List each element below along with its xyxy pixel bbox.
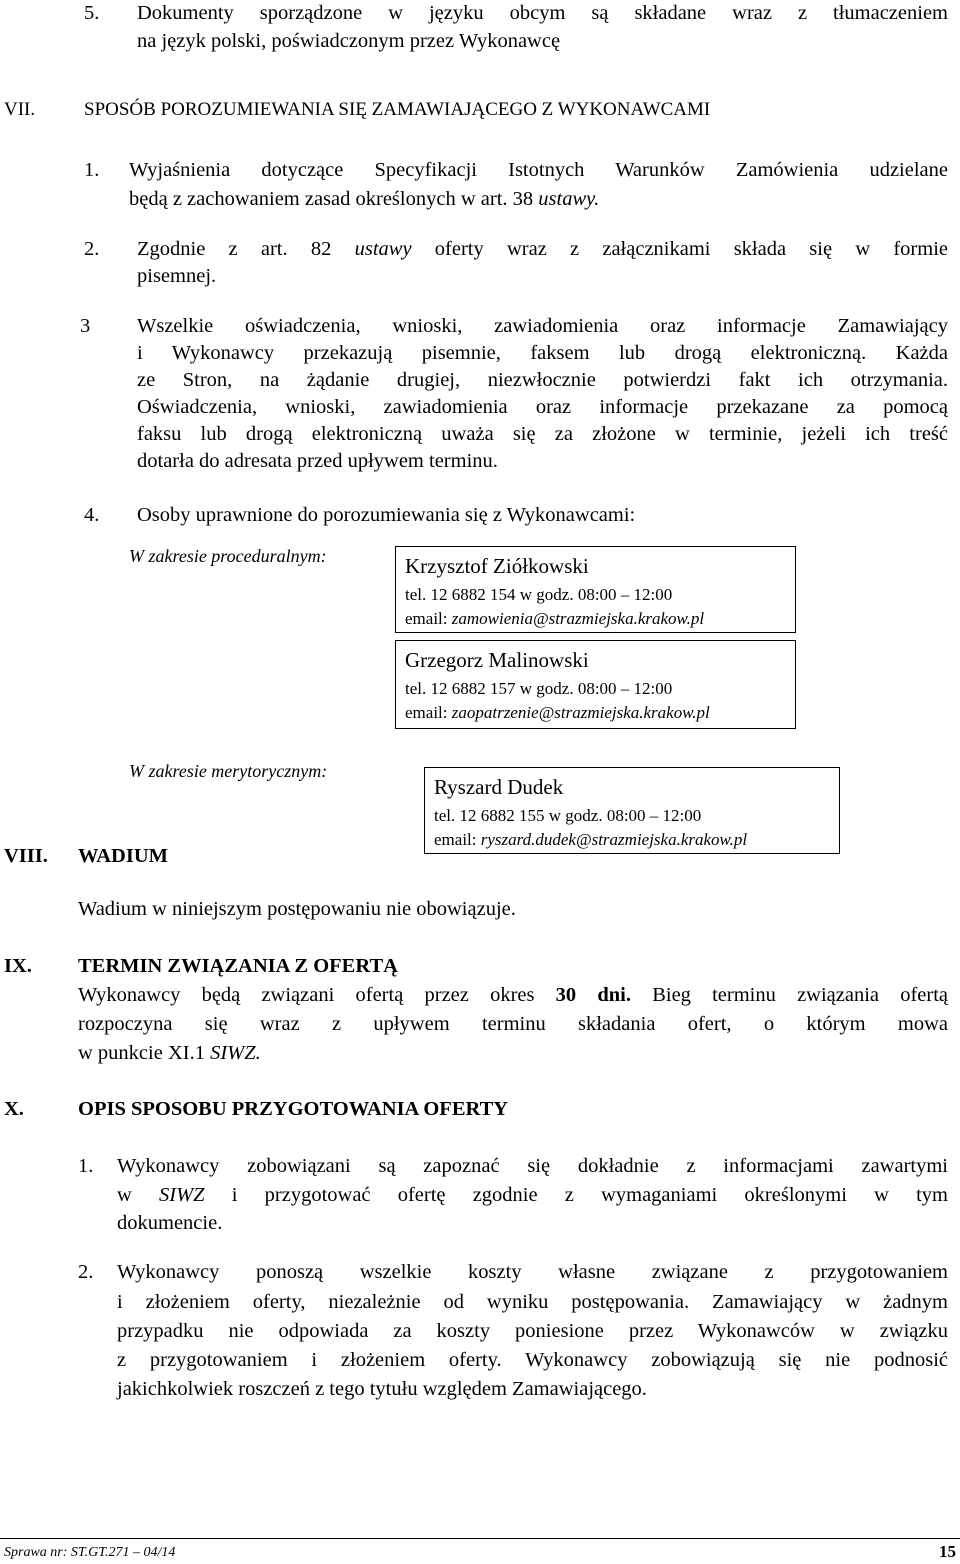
s7-p3-line: ze Stron, na żądanie drugiej, niezwłocznie potwierdzi fakt ich otrzymania. <box>137 369 948 391</box>
s10-p2-line: i złożeniem oferty, niezależnie od wyniku postępowania. Zamawiający w żadnym <box>117 1291 948 1313</box>
s7-p2-number: 2. <box>84 238 100 260</box>
footer-divider <box>0 1538 960 1539</box>
footer-case-number: Sprawa nr: ST.GT.271 – 04/14 <box>4 1545 176 1560</box>
section-8-number: VIII. <box>4 845 48 867</box>
s9-line-3: w punkcie XI.1 SIWZ. <box>78 1042 261 1064</box>
s10-p1-number: 1. <box>78 1155 94 1177</box>
s9-line-2: rozpoczyna się wraz z upływem terminu składania ofert, o którym mowa <box>78 1013 948 1035</box>
s9-line-1: Wykonawcy będą związani ofertą przez okres 30 dni. Bieg terminu związania ofertą <box>78 984 949 1006</box>
s7-p1-line-1: Wyjaśnienia dotyczące Specyfikacji Istotnych Warunków Zamówienia udzielane <box>129 159 948 181</box>
s10-p2-line: przypadku nie odpowiada za koszty poniesione przez Wykonawców w związku <box>117 1320 948 1342</box>
s7-p4-number: 4. <box>84 504 100 526</box>
s7-p1-number: 1. <box>84 159 100 181</box>
section-10-title: OPIS SPOSOBU PRZYGOTOWANIA OFERTY <box>78 1098 509 1120</box>
s7-p3-line: i Wykonawcy przekazują pisemnie, faksem lub drogą elektroniczną. Każda <box>137 342 948 364</box>
s10-p2-number: 2. <box>78 1261 94 1283</box>
contact-name: Krzysztof Ziółkowski <box>405 554 589 578</box>
s7-p3-line: Oświadczenia, wnioski, zawiadomienia oraz informacje przekazane za pomocą <box>137 396 948 418</box>
s7-p2-line-1: Zgodnie z art. 82 ustawy oferty wraz z załącznikami składa się w formie <box>137 238 948 260</box>
contact-phone: tel. 12 6882 154 w godz. 08:00 – 12:00 <box>405 585 673 604</box>
contact-box <box>424 767 840 854</box>
contact-name: Ryszard Dudek <box>434 775 564 799</box>
contact-phone: tel. 12 6882 155 w godz. 08:00 – 12:00 <box>434 806 702 825</box>
s7-p4-text: Osoby uprawnione do porozumiewania się z Wykonawcami: <box>137 504 636 526</box>
section-9-number: IX. <box>4 955 32 977</box>
s10-p1-line-3: dokumencie. <box>117 1212 223 1234</box>
section-8-text: Wadium w niniejszym postępowaniu nie obowiązuje. <box>78 898 516 920</box>
item-5-number: 5. <box>84 2 100 24</box>
section-10-number: X. <box>4 1098 24 1120</box>
section-7-title: SPOSÓB POROZUMIEWANIA SIĘ ZAMAWIAJĄCEGO Z WYKONAWCAMI <box>84 99 711 120</box>
s10-p1-line-2: w SIWZ i przygotować ofertę zgodnie z wymaganiami określonymi w tym <box>117 1184 948 1206</box>
section-9-title: TERMIN ZWIĄZANIA Z OFERTĄ <box>78 955 398 977</box>
label-procedural: W zakresie proceduralnym: <box>129 546 327 566</box>
contact-email: email: zaopatrzenie@strazmiejska.krakow.pl <box>405 703 710 722</box>
section-8-title: WADIUM <box>78 845 168 867</box>
s7-p3-line: dotarła do adresata przed upływem terminu. <box>137 450 498 472</box>
s7-p3-number: 3 <box>80 315 91 337</box>
label-substantive: W zakresie merytorycznym: <box>129 761 328 781</box>
contact-box <box>395 640 796 729</box>
s7-p2-line-2: pisemnej. <box>137 265 217 287</box>
contact-name: Grzegorz Malinowski <box>405 648 589 672</box>
item-5-line-2: na język polski, poświadczonym przez Wykonawcę <box>137 30 561 52</box>
s10-p1-line-1: Wykonawcy zobowiązani są zapoznać się dokładnie z informacjami zawartymi <box>117 1155 948 1177</box>
contact-box <box>395 546 796 633</box>
s10-p2-line: Wykonawcy ponoszą wszelkie koszty własne związane z przygotowaniem <box>117 1261 948 1283</box>
contact-email: email: zamowienia@strazmiejska.krakow.pl <box>405 609 705 628</box>
s10-p2-line: z przygotowaniem i złożeniem oferty. Wykonawcy zobowiązują się nie podnosić <box>117 1349 948 1371</box>
footer-page-number: 15 <box>939 1542 956 1561</box>
s7-p3-line: faksu lub drogą elektroniczną uważa się za złożone w terminie, jeżeli ich treść <box>137 423 948 445</box>
s7-p3-line: Wszelkie oświadczenia, wnioski, zawiadomienia oraz informacje Zamawiający <box>137 315 948 337</box>
s10-p2-line: jakichkolwiek roszczeń z tego tytułu względem Zamawiającego. <box>117 1378 647 1400</box>
contact-phone: tel. 12 6882 157 w godz. 08:00 – 12:00 <box>405 679 673 698</box>
contact-email: email: ryszard.dudek@strazmiejska.krakow.pl <box>434 830 748 849</box>
section-7-number: VII. <box>4 99 36 120</box>
item-5-line-1: Dokumenty sporządzone w języku obcym są składane wraz z tłumaczeniem <box>137 2 948 24</box>
s7-p1-line-2: będą z zachowaniem zasad określonych w art. 38 ustawy. <box>129 188 600 210</box>
